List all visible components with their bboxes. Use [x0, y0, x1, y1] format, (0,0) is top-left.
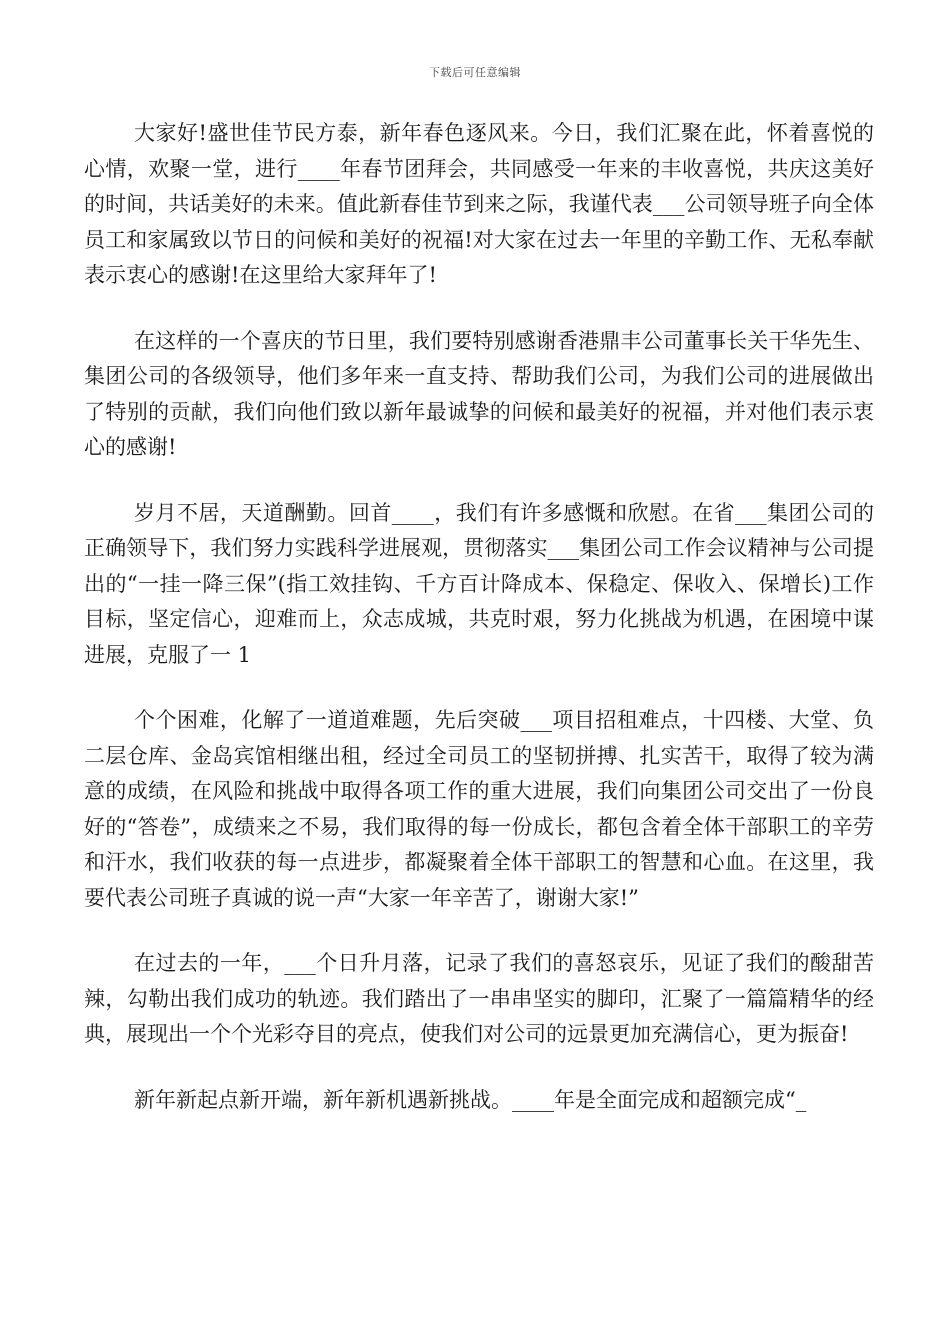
paragraph-past-year: 在过去的一年，___个日升月落，记录了我们的喜怒哀乐，见证了我们的酸甜苦辣，勾勒出我们成功的轨迹。我们踏出了一串串坚实的脚印，汇聚了一篇篇精华的经典，展现出一个个光彩夺目的亮点，使我们对公司的远景更加充满信心，更为振奋! [84, 951, 874, 1046]
paragraph-new-year: 新年新起点新开端，新年新机遇新挑战。____年是全面完成和超额完成“_ [134, 1087, 807, 1112]
paragraph-thanks: 在这样的一个喜庆的节日里，我们要特别感谢香港鼎丰公司董事长关干华先生、集团公司的各级领导，他们多年来一直支持、帮助我们公司，为我们公司的进展做出了特别的贡献，我们向他们致以新年最诚挚的问候和最美好的祝福，并对他们表示衷心的感谢! [84, 328, 874, 459]
header-note: 下载后可任意编辑 [429, 66, 521, 79]
paragraph-achievements: 个个困难，化解了一道道难题，先后突破___项目招租难点，十四楼、大堂、负二层仓库、金岛宾馆相继出租，经过全司员工的坚韧拼搏、扎实苦干，取得了较为满意的成绩，在风险和挑战中取得各项工作的重大进展，我们向集团公司交出了一份良好的“答卷”，成绩来之不易，我们取得的每一份成长，都包含着全体干部职工的辛劳和汗水，我们收获的每一点进步，都凝聚着全体干部职工的智慧和心血。在这里，我要代表公司班子真诚的说一声“大家一年辛苦了，谢谢大家!” [84, 708, 874, 910]
document-body [84, 116, 874, 1148]
paragraph-review: 岁月不居，天道酬勤。回首____，我们有许多感慨和欣慰。在省___集团公司的正确领导下，我们努力实践科学进展观，贯彻落实___集团公司工作会议精神与公司提出的“一挂一降三保”(指工效挂钩、千方百计降成本、保稳定、保收入、保增长)工作目标，坚定信心，迎难而上，众志成城，共克时艰，努力化挑战为机遇，在困境中谋进展，克服了一 1 [84, 500, 874, 667]
paragraph-greeting: 大家好!盛世佳节民方泰，新年春色逐风来。今日，我们汇聚在此，怀着喜悦的心情，欢聚一堂，进行____年春节团拜会，共同感受一年来的丰收喜悦，共庆这美好的时间，共话美好的未来。值此新春佳节到来之际，我谨代表___公司领导班子向全体员工和家属致以节日的问候和美好的祝福!对大家在过去一年里的辛勤工作、无私奉献表示衷心的感谢!在这里给大家拜年了! [84, 121, 874, 287]
